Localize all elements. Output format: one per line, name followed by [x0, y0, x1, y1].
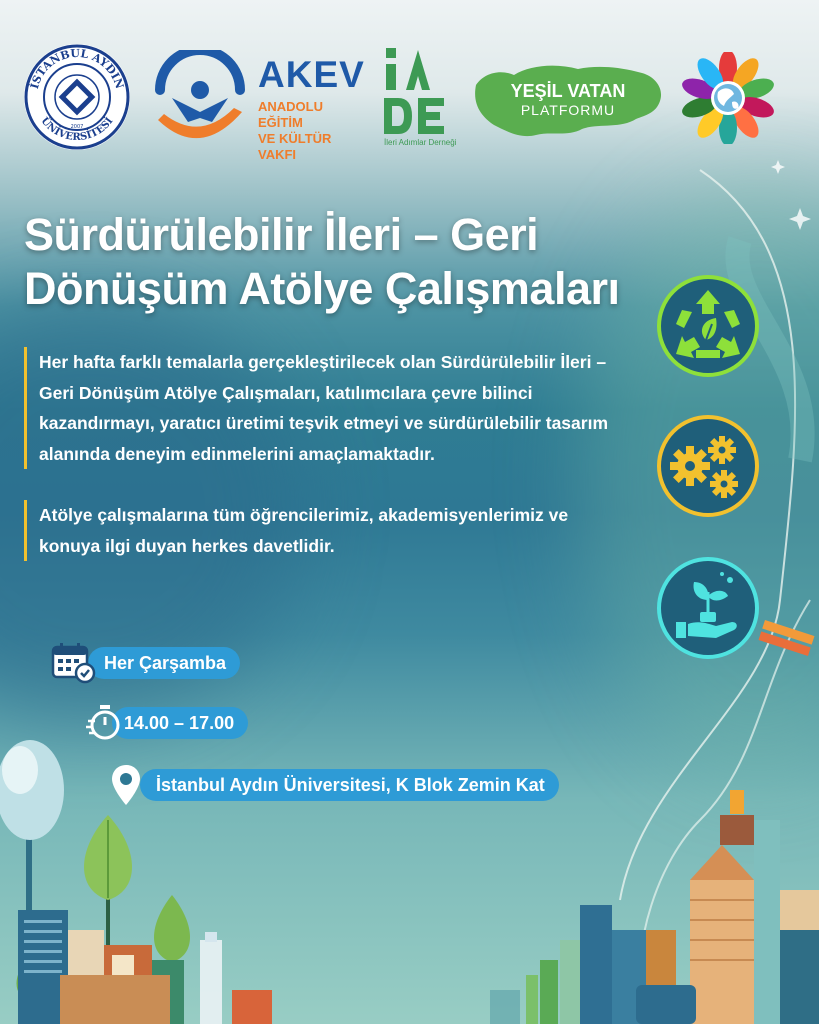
title-line-1: Sürdürülebilir İleri – Geri	[24, 209, 539, 260]
partner-logos	[0, 0, 819, 170]
calendar-icon	[50, 640, 96, 684]
svg-text:ÜNİVERSİTESİ: ÜNİVERSİTESİ	[38, 115, 116, 144]
akev-person-icon	[150, 50, 250, 150]
akev-full-name: ANADOLU EĞİTİM VE KÜLTÜR VAKFI	[258, 99, 332, 162]
iau-year: 2007	[70, 124, 84, 130]
akev-logo	[150, 50, 368, 162]
time-text: 14.00 – 17.00	[124, 713, 235, 733]
day-text: Her Çarşamba	[104, 653, 227, 673]
invitation-paragraph: Atölye çalışmalarına tüm öğrencilerimiz, akademisyenlerimiz ve konuya ilgi duyan herkes davetlidir.	[24, 500, 624, 561]
yesil-vatan-subtitle: PLATFORMU	[520, 102, 616, 118]
location-text: İstanbul Aydın Üniversitesi, K Blok Zemin Kat	[156, 775, 545, 795]
iade-logo	[378, 44, 458, 152]
page-title	[24, 208, 664, 316]
sdg-globe-icon	[682, 52, 774, 144]
hand-plant-icon	[656, 556, 760, 660]
gears-icon	[656, 414, 760, 518]
recycle-icon	[656, 274, 760, 378]
timer-icon	[86, 703, 122, 743]
iau-seal-logo	[22, 42, 132, 152]
akev-name: AKEV	[258, 54, 365, 95]
location-pin-icon	[110, 763, 142, 807]
time-badge	[112, 707, 248, 739]
iade-letters-mark	[378, 44, 458, 140]
title-line-2: Dönüşüm Atölye Çalışmaları	[24, 263, 620, 314]
iau-ring-text: İSTANBUL AYDIN	[27, 46, 127, 91]
description-paragraph: Her hafta farklı temalarla gerçekleştirilecek olan Sürdürülebilir İleri – Geri Dönüşüm Atölye Çalışmaları, katılımcılara çevre bilinci kazandırmayı, yaratıcı üretimi teşvik etmeyi ve sürdürülebilir tasarım alanında deneyim edinmelerini amaçlamaktadır.	[24, 347, 624, 469]
day-badge	[88, 647, 240, 679]
iade-full-name: İleri Adımlar Derneği	[384, 138, 457, 147]
yesil-vatan-title: YEŞİL VATAN	[510, 81, 626, 101]
yesil-vatan-logo	[470, 55, 666, 141]
location-badge	[140, 769, 559, 801]
